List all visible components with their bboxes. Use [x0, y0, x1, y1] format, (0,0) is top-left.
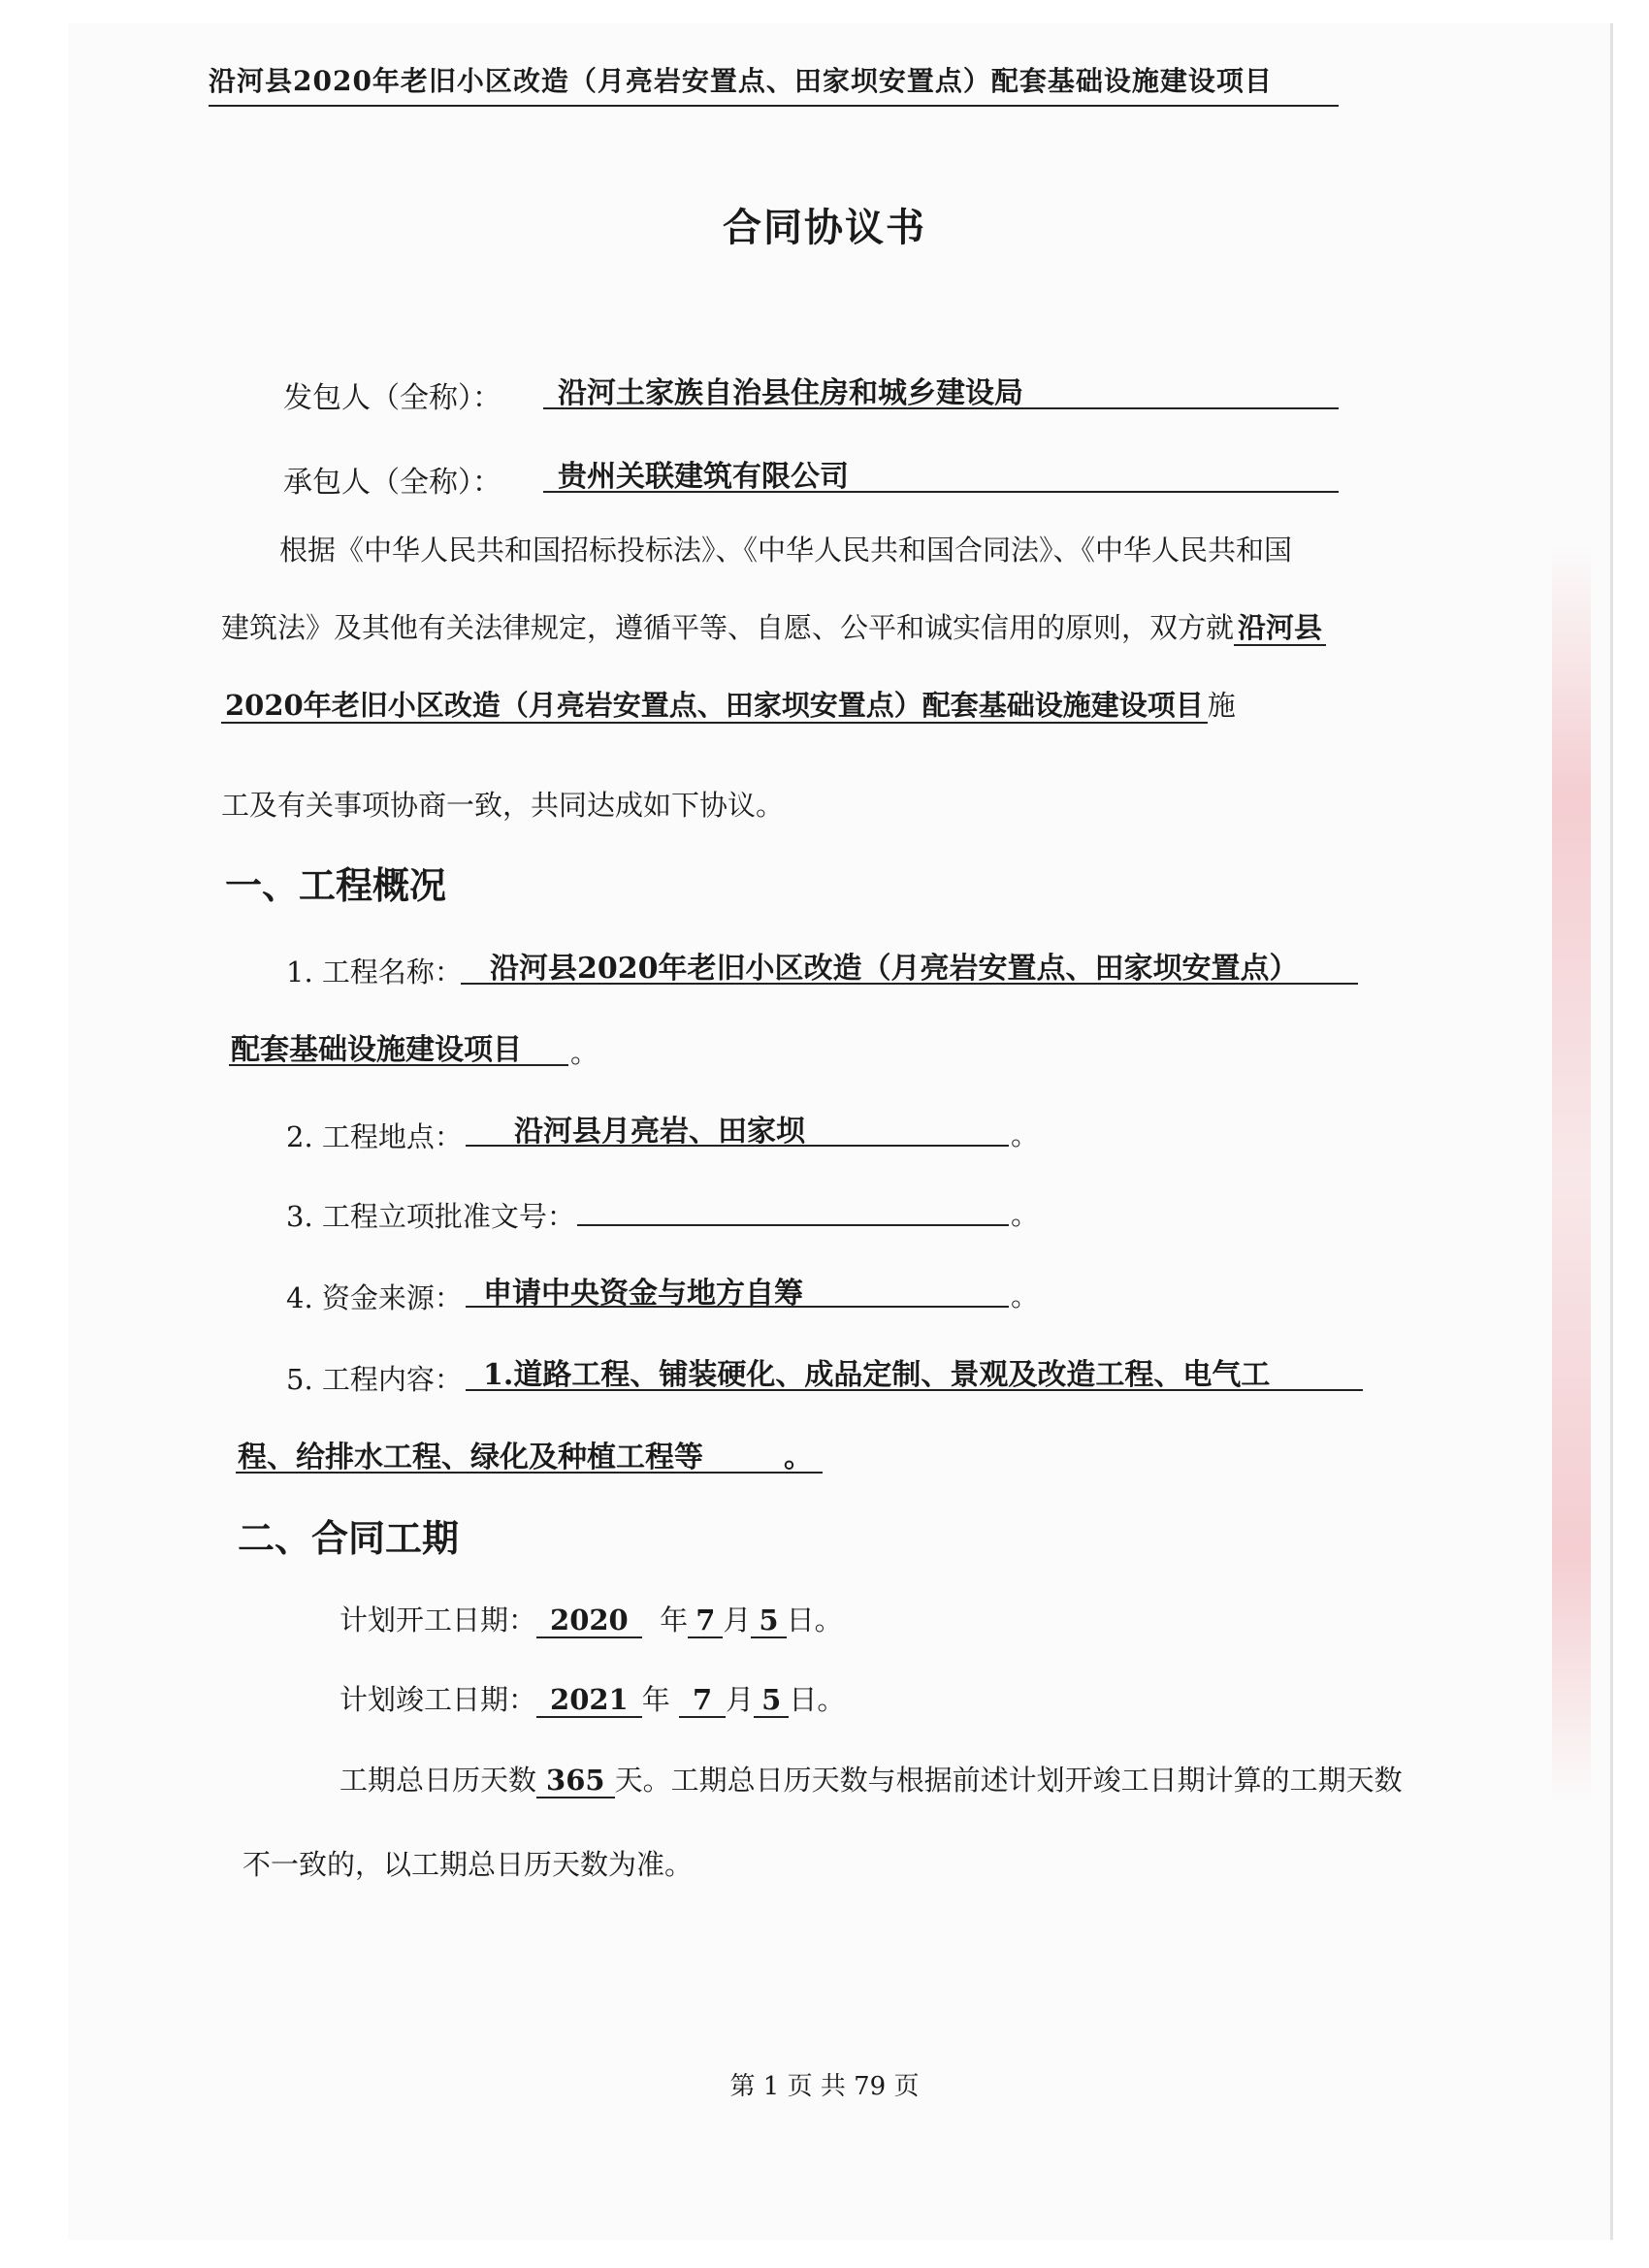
end-day: 5	[754, 1683, 789, 1718]
duration-days: 365	[536, 1764, 615, 1798]
contractor-underline	[543, 491, 1339, 493]
start-date-row	[340, 1599, 843, 1638]
preamble-line-4: 工及有关事项协商一致，共同达成如下协议。	[221, 789, 785, 822]
end-date-row	[340, 1678, 845, 1718]
project-name-underline-1	[461, 983, 1358, 985]
start-day: 5	[751, 1604, 786, 1638]
project-name-label: 1. 工程名称：	[286, 956, 463, 988]
end-year: 2021	[536, 1683, 642, 1718]
content-end: 。	[784, 1441, 813, 1474]
duration-prefix: 工期总日历天数	[340, 1764, 537, 1797]
end-year-char: 年	[641, 1683, 670, 1716]
project-name-value-2: 配套基础设施建设项目	[231, 1033, 522, 1067]
project-name-underline-2	[229, 1064, 568, 1066]
end-month: 7	[679, 1683, 726, 1718]
section-2-heading: 二、合同工期	[238, 1517, 460, 1560]
end-month-char: 月	[726, 1683, 755, 1716]
preamble-shi: 施	[1207, 689, 1236, 722]
project-name-end: 。	[570, 1036, 599, 1069]
page-title: 合同协议书	[723, 205, 926, 250]
funding-end: 。	[1011, 1280, 1040, 1312]
content-value-2: 程、给排水工程、绿化及种植工程等	[238, 1441, 703, 1474]
end-day-char: 日。	[789, 1683, 846, 1716]
approval-label: 3. 工程立项批准文号：	[286, 1200, 575, 1233]
location-underline	[466, 1145, 1009, 1147]
page-number: 第 1 页 共 79 页	[729, 2072, 920, 2101]
project-name-part-2: 2020年老旧小区改造（月亮岩安置点、田家坝安置点）配套基础设施建设项目	[221, 689, 1208, 724]
preamble-line-1: 根据《中华人民共和国招标投标法》、《中华人民共和国合同法》、《中华人民共和国	[279, 534, 1293, 567]
contractor-label: 承包人（全称）：	[283, 466, 501, 500]
duration-suffix: 天。工期总日历天数与根据前述计划开竣工日期计算的工期天数	[614, 1764, 1403, 1797]
start-date-label: 计划开工日期：	[340, 1604, 537, 1636]
section-1-heading: 一、工程概况	[225, 864, 447, 907]
content-value-1: 1.道路工程、铺装硬化、成品定制、景观及改造工程、电气工	[483, 1358, 1271, 1392]
document-header: 沿河县2020年老旧小区改造（月亮岩安置点、田家坝安置点）配套基础设施建设项目	[209, 65, 1273, 97]
start-month: 7	[688, 1604, 723, 1638]
location-value: 沿河县月亮岩、田家坝	[514, 1115, 805, 1149]
location-label: 2. 工程地点：	[286, 1120, 463, 1153]
contractor-name: 贵州关联建筑有限公司	[558, 460, 849, 494]
project-name-value-1: 沿河县2020年老旧小区改造（月亮岩安置点、田家坝安置点）	[490, 952, 1299, 986]
preamble-line-2	[221, 606, 1326, 646]
employer-underline	[543, 407, 1339, 409]
employer-label: 发包人（全称）：	[283, 381, 501, 415]
employer-name: 沿河土家族自治县住房和城乡建设局	[558, 376, 1023, 410]
approval-end: 。	[1011, 1198, 1040, 1231]
project-name-part-1: 沿河县	[1234, 611, 1326, 646]
funding-value: 申请中央资金与地方自筹	[483, 1277, 803, 1311]
duration-line-2: 不一致的，以工期总日历天数为准。	[242, 1848, 694, 1881]
start-year: 2020	[536, 1604, 642, 1638]
funding-underline	[466, 1306, 1009, 1308]
preamble-line-3	[221, 684, 1236, 724]
funding-label: 4. 资金来源：	[286, 1281, 463, 1314]
seal-edge-mark	[1552, 543, 1591, 1804]
content-underline-2	[236, 1472, 823, 1474]
start-year-char: 年	[660, 1604, 689, 1636]
content-underline-1	[466, 1389, 1363, 1391]
location-end: 。	[1011, 1118, 1040, 1151]
duration-line-1	[340, 1759, 1403, 1798]
preamble-text: 建筑法》及其他有关法律规定，遵循平等、自愿、公平和诚实信用的原则，双方就	[221, 611, 1235, 644]
content-label: 5. 工程内容：	[286, 1363, 463, 1396]
header-rule	[209, 105, 1339, 107]
start-month-char: 月	[723, 1604, 752, 1636]
approval-underline	[577, 1224, 1009, 1226]
start-day-char: 日。	[786, 1604, 843, 1636]
end-date-label: 计划竣工日期：	[340, 1683, 537, 1716]
